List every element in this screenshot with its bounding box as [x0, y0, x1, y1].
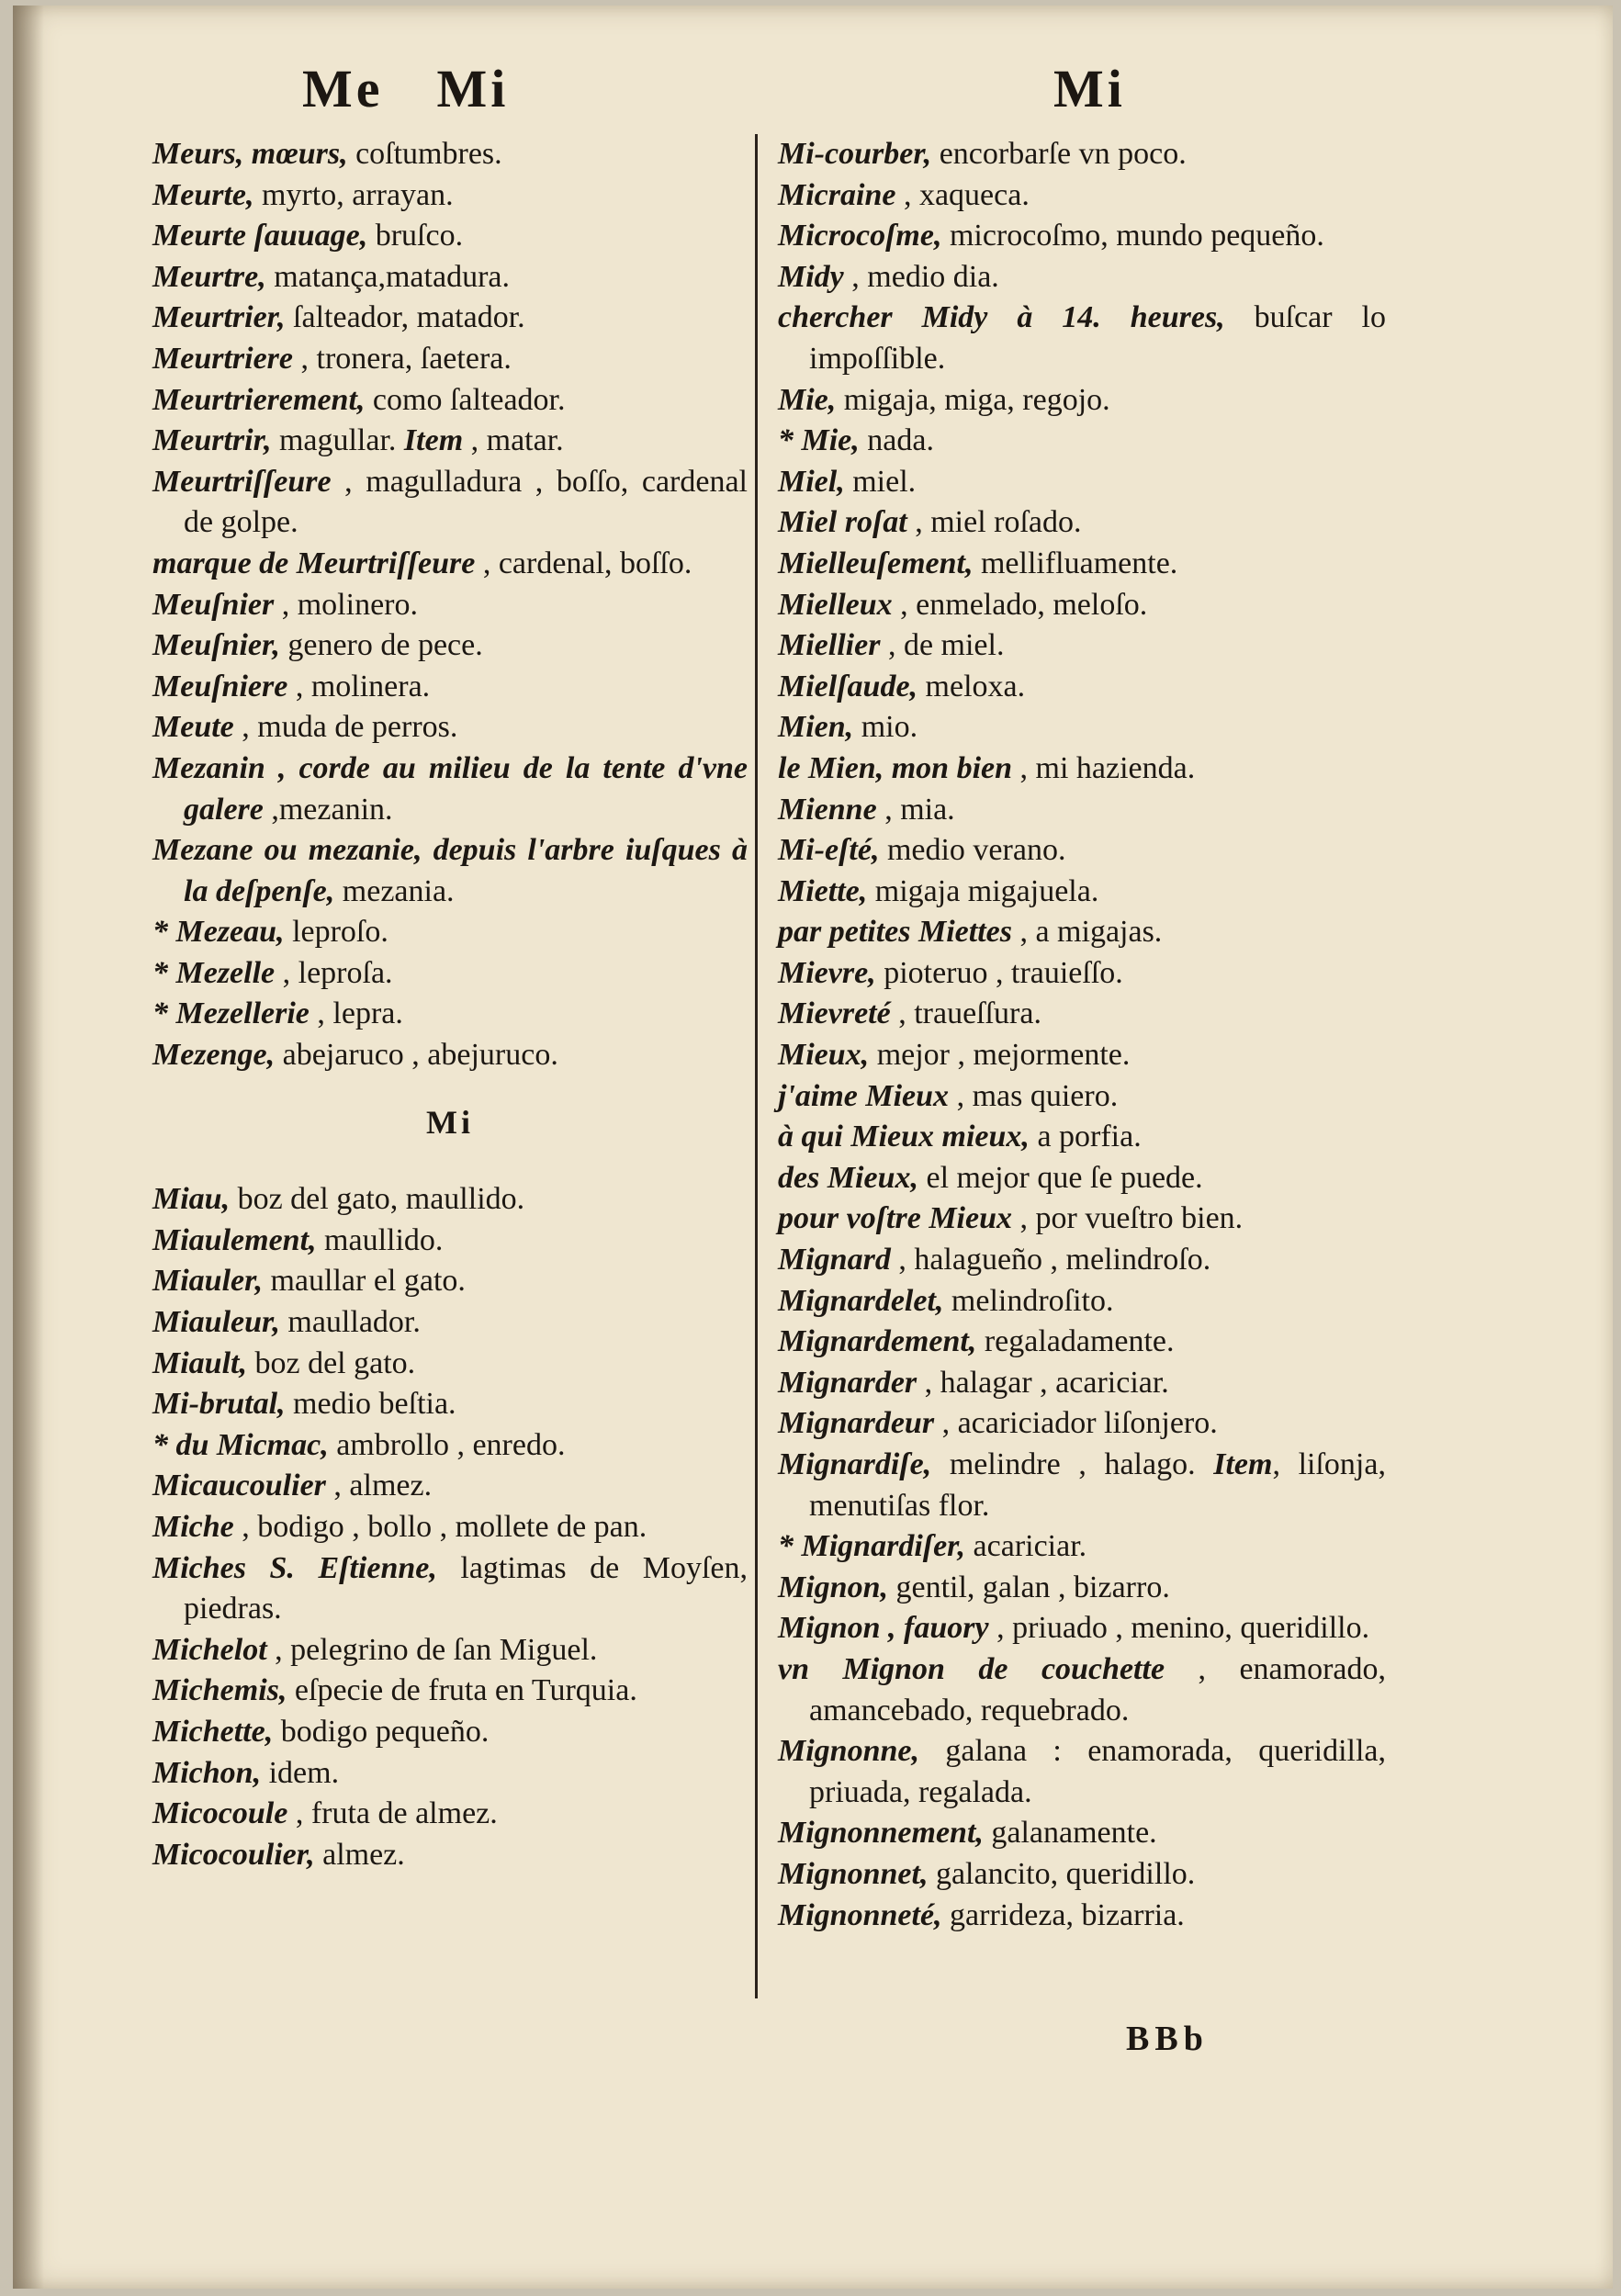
running-head-me: Me — [302, 59, 384, 118]
entry-definition: eſpecie de fruta en Turquia. — [287, 1673, 637, 1708]
entry-definition: nada. — [859, 423, 934, 458]
entry-definition: galana : enamorada, queridilla, priuada, regalada. — [809, 1734, 1386, 1809]
entry-definition: bruſco. — [367, 219, 464, 253]
entry-headword: Mienne — [778, 792, 877, 827]
entry-headword: Meurtriere — [152, 341, 293, 376]
dictionary-entry — [152, 625, 748, 667]
dictionary-entry — [778, 175, 1386, 217]
dictionary-entry — [152, 544, 748, 585]
dictionary-entry — [152, 994, 748, 1035]
entry-definition: , mas quiero. — [949, 1078, 1119, 1113]
dictionary-entry — [778, 872, 1386, 913]
dictionary-entry — [778, 380, 1386, 422]
entry-definition: , bodigo , bollo , mollete de pan. — [233, 1510, 647, 1544]
entry-headword: Mielleuſement, — [778, 546, 974, 580]
dictionary-entry — [778, 953, 1386, 995]
entry-definition: encorbarſe vn poco. — [931, 137, 1187, 171]
entry-headword: par petites Miettes — [778, 915, 1012, 950]
entry-definition: migaja, miga, regojo. — [836, 382, 1110, 417]
entry-definition: mezania. — [334, 873, 455, 908]
dictionary-entry — [152, 830, 748, 912]
dictionary-entry — [778, 216, 1386, 257]
entry-headword: Micocoulier, — [152, 1837, 315, 1872]
dictionary-entry — [152, 1507, 748, 1548]
entry-definition: , mi hazienda. — [1012, 750, 1196, 785]
dictionary-entry — [152, 1548, 748, 1630]
dictionary-entry — [152, 1753, 748, 1795]
dictionary-entry — [778, 1608, 1386, 1649]
dictionary-entry — [152, 1712, 748, 1753]
signature-mark: BBb — [1126, 2020, 1209, 2058]
dictionary-entry — [778, 994, 1386, 1035]
entry-headword: * Mignardiſer, — [778, 1529, 966, 1564]
entry-definition: gentil, galan , bizarro. — [888, 1570, 1170, 1604]
dictionary-entry — [152, 1035, 748, 1076]
dictionary-entry — [778, 1896, 1386, 1937]
dictionary-entry — [152, 1794, 748, 1835]
dictionary-entry — [778, 1731, 1386, 1813]
book-page — [13, 6, 1613, 2289]
dictionary-entry — [152, 134, 748, 175]
entry-definition: regaladamente. — [976, 1324, 1175, 1359]
dictionary-entry — [152, 1835, 748, 1876]
entry-definition: , lepra. — [309, 996, 403, 1031]
entry-definition: myrto, arrayan. — [253, 177, 454, 212]
entry-headword: marque de Meurtriſſeure — [152, 546, 476, 580]
entry-definition: medio verano. — [879, 833, 1066, 868]
dictionary-entry — [778, 748, 1386, 790]
entry-headword: Miellier — [778, 628, 881, 663]
entry-headword: pour voſtre Mieux — [778, 1201, 1012, 1236]
entry-headword: Meuſnier, — [152, 628, 280, 663]
gutter-shadow — [13, 6, 44, 2289]
entry-definition: mellifluamente. — [973, 546, 1178, 580]
entry-definition: , priuado , menino, queridillo. — [988, 1611, 1370, 1646]
dictionary-entry — [152, 1630, 748, 1671]
entry-headword: Meurte, — [152, 177, 254, 212]
entry-headword: Mien, — [778, 710, 854, 745]
entry-definition: galancito, queridillo. — [928, 1856, 1196, 1891]
dictionary-entry — [152, 1221, 748, 1262]
entry-headword: * Mezellerie — [152, 996, 310, 1031]
entry-definition: , halagueño , melindroſo. — [890, 1243, 1211, 1277]
entry-headword: Mezanin , corde au milieu de la tente d'vne galere — [152, 750, 748, 827]
entry-headword: Miaulement, — [152, 1222, 317, 1257]
entry-definition: , pelegrino de ſan Miguel. — [266, 1632, 598, 1667]
dictionary-entry — [778, 1568, 1386, 1609]
entry-headword: Meuſnier — [152, 587, 275, 622]
entry-definition: , miel roſado. — [906, 505, 1082, 540]
section-heading: Mi — [426, 1103, 474, 1141]
running-head-left — [302, 59, 562, 118]
dictionary-entry — [778, 257, 1386, 298]
entry-definition: , almez. — [325, 1469, 433, 1503]
entry-headword: Mievreté — [778, 996, 891, 1031]
dictionary-entry — [778, 1322, 1386, 1363]
entry-headword: Miel, — [778, 464, 845, 499]
entry-definition: , medio dia. — [843, 259, 999, 294]
entry-definition: a porfia. — [1029, 1120, 1142, 1154]
dictionary-entry — [152, 1671, 748, 1712]
entry-headword: à qui Mieux mieux, — [778, 1120, 1030, 1154]
dictionary-entry — [152, 748, 748, 830]
dictionary-entry — [778, 1813, 1386, 1854]
entry-headword: Mignonnet, — [778, 1856, 929, 1891]
entry-headword: Michette, — [152, 1714, 274, 1749]
entry-headword: * Mie, — [778, 423, 860, 458]
entry-headword: Mievre, — [778, 955, 876, 990]
entry-headword: Mignonneté, — [778, 1897, 942, 1932]
entry-headword: Mezane ou mezanie, depuis l'arbre iuſques à la deſpenſe, — [152, 833, 748, 908]
entry-definition-continued: , liſonja, menutiſas flor. — [809, 1447, 1386, 1523]
entry-definition: maullador. — [279, 1305, 421, 1340]
dictionary-entry — [152, 175, 748, 217]
entry-definition: garrideza, bizarria. — [941, 1897, 1185, 1932]
entry-headword: Meurte ſauuage, — [152, 219, 368, 253]
entry-headword: * du Micmac, — [152, 1427, 329, 1462]
dictionary-entry — [152, 462, 748, 544]
entry-headword: Miault, — [152, 1345, 247, 1380]
entry-definition: idem. — [261, 1755, 340, 1790]
entry-definition: boz del gato, maullido. — [230, 1182, 525, 1217]
entry-definition: genero de pece. — [279, 628, 483, 663]
dictionary-entry — [152, 667, 748, 708]
entry-definition: , fruta de almez. — [287, 1796, 498, 1831]
entry-definition: galanamente. — [983, 1816, 1157, 1851]
entry-definition: matança,matadura. — [265, 259, 510, 294]
dictionary-entry — [152, 257, 748, 298]
entry-definition: ſalteador, matador. — [285, 300, 525, 335]
dictionary-entry — [152, 1302, 748, 1344]
entry-definition: , cardenal, boſſo. — [475, 546, 692, 580]
dictionary-entry — [778, 502, 1386, 544]
entry-headword: Mie, — [778, 382, 837, 417]
entry-definition: almez. — [314, 1837, 405, 1872]
entry-definition: coſtumbres. — [347, 137, 502, 171]
dictionary-entry — [152, 1425, 748, 1467]
dictionary-entry — [152, 1466, 748, 1507]
entry-definition: , xaqueca. — [895, 177, 1030, 212]
entry-definition: migaja migajuela. — [867, 873, 1099, 908]
entry-secondary-term: Item — [1213, 1447, 1273, 1481]
entry-headword: Mignon , fauory — [778, 1611, 989, 1646]
dictionary-entry — [778, 790, 1386, 831]
entry-definition: pioteruo , trauieſſo. — [875, 955, 1123, 990]
dictionary-entry — [152, 1261, 748, 1302]
entry-definition: ,mezanin. — [263, 792, 393, 827]
entry-headword: Mignonne, — [778, 1734, 919, 1769]
entry-headword: le Mien, mon bien — [778, 750, 1013, 785]
entry-headword: vn Mignon de couchette — [778, 1651, 1165, 1686]
entry-headword: Miche — [152, 1510, 234, 1544]
dictionary-entry — [778, 421, 1386, 462]
entry-headword: Mignardeur — [778, 1406, 935, 1441]
entry-definition: como ſalteador. — [365, 382, 566, 417]
entry-headword: Miches S. Eſtienne, — [152, 1550, 437, 1585]
entry-headword: Meurtrierement, — [152, 382, 366, 417]
entry-headword: Micaucoulier — [152, 1469, 326, 1503]
dictionary-entry — [778, 1240, 1386, 1281]
entry-headword: Mezenge, — [152, 1038, 276, 1073]
entry-definition: , magulladura , boſſo, cardenal de golpe. — [184, 464, 748, 540]
right-column — [778, 134, 1386, 1936]
dictionary-entry — [152, 1344, 748, 1385]
dictionary-entry — [152, 216, 748, 257]
dictionary-entry — [778, 1854, 1386, 1896]
entry-headword: Michon, — [152, 1755, 262, 1790]
entry-definition: , por vueſtro bien. — [1012, 1201, 1244, 1236]
dictionary-entry — [152, 298, 748, 339]
dictionary-entry — [152, 380, 748, 422]
entry-headword: chercher Midy à 14. heures, — [778, 300, 1225, 335]
entry-definition: miel. — [844, 464, 917, 499]
entry-headword: des Mieux, — [778, 1160, 918, 1195]
dictionary-entry — [778, 912, 1386, 953]
dictionary-entry — [152, 912, 748, 953]
dictionary-entry — [778, 1445, 1386, 1526]
entry-definition: maullar el gato. — [262, 1264, 466, 1299]
entry-headword: Michelot — [152, 1632, 267, 1667]
entry-headword: Meute — [152, 710, 234, 745]
entry-headword: Meuſniere — [152, 669, 288, 703]
dictionary-entry — [152, 1384, 748, 1425]
entry-definition: , enmelado, meloſo. — [892, 587, 1148, 622]
dictionary-entry — [778, 1281, 1386, 1322]
entry-definition: boz del gato. — [246, 1345, 416, 1380]
entry-definition: , muda de perros. — [233, 710, 458, 745]
entry-definition: melindroſito. — [943, 1283, 1114, 1318]
left-column — [152, 134, 748, 1875]
entry-definition: medio beſtia. — [285, 1387, 456, 1422]
entry-headword: Meurtre, — [152, 259, 266, 294]
dictionary-entry — [778, 1199, 1386, 1240]
entry-headword: Mielſaude, — [778, 669, 918, 703]
dictionary-entry — [778, 1363, 1386, 1404]
dictionary-entry — [778, 707, 1386, 748]
entry-headword: Miette, — [778, 873, 868, 908]
entry-headword: Mielleux — [778, 587, 893, 622]
entry-headword: Mieux, — [778, 1038, 870, 1073]
entry-definition-continued: , matar. — [463, 423, 564, 458]
entry-headword: Mignardement, — [778, 1324, 977, 1359]
column-divider — [755, 134, 758, 1998]
entry-definition: maullido. — [316, 1222, 444, 1257]
entry-definition: mio. — [853, 710, 918, 745]
entry-definition: magullar. — [271, 423, 404, 458]
dictionary-entry — [152, 585, 748, 626]
entry-definition: lagtimas de Moyſen, piedras. — [184, 1550, 748, 1626]
entry-definition: melindre , halago. — [931, 1447, 1214, 1481]
dictionary-entry — [152, 707, 748, 748]
entry-headword: Meurtrir, — [152, 423, 272, 458]
entry-headword: Miel roſat — [778, 505, 907, 540]
entry-headword: Mignarder — [778, 1365, 917, 1400]
entry-headword: Miauler, — [152, 1264, 263, 1299]
entry-definition: abejaruco , abejuruco. — [275, 1038, 558, 1073]
entry-headword: Mignon, — [778, 1570, 888, 1604]
entry-definition: , de miel. — [880, 628, 1005, 663]
entry-definition: bodigo pequeño. — [273, 1714, 490, 1749]
entry-definition: ambrollo , enredo. — [328, 1427, 566, 1462]
entry-headword: Mi-courber, — [778, 137, 932, 171]
entry-definition: microcoſmo, mundo pequeño. — [941, 219, 1324, 253]
entry-definition: , enamorado, amancebado, requebrado. — [809, 1651, 1386, 1728]
entry-headword: Miau, — [152, 1182, 231, 1217]
entry-headword: Microcoſme, — [778, 219, 942, 253]
entry-headword: Meurs, mœurs, — [152, 137, 348, 171]
entry-definition: , a migajas. — [1011, 915, 1163, 950]
entry-definition: , leproſa. — [275, 955, 393, 990]
dictionary-entry — [778, 1649, 1386, 1731]
dictionary-entry — [778, 1035, 1386, 1076]
dictionary-entry — [778, 585, 1386, 626]
entry-headword: * Mezeau, — [152, 915, 285, 950]
entry-headword: * Mezelle — [152, 955, 276, 990]
entry-headword: Miauleur, — [152, 1305, 280, 1340]
dictionary-entry — [778, 134, 1386, 175]
entry-definition: , tronera, ſaetera. — [293, 341, 512, 376]
dictionary-entry — [778, 462, 1386, 503]
dictionary-entry — [778, 1158, 1386, 1199]
entry-headword: Mignardelet, — [778, 1283, 944, 1318]
dictionary-entry — [778, 1076, 1386, 1118]
running-head-right: Mi — [1053, 59, 1126, 118]
entry-headword: Mignardiſe, — [778, 1447, 932, 1481]
running-head-mi-left: Mi — [436, 59, 510, 118]
entry-headword: Meurtrier, — [152, 300, 286, 335]
dictionary-entry — [778, 625, 1386, 667]
entry-headword: Mi-eſté, — [778, 833, 880, 868]
dictionary-entry — [778, 1117, 1386, 1158]
entry-headword: j'aime Mieux — [778, 1078, 950, 1113]
entry-headword: Micocoule — [152, 1796, 288, 1831]
dictionary-entry — [152, 1179, 748, 1221]
dictionary-entry — [152, 953, 748, 995]
entry-headword: Mignard — [778, 1243, 891, 1277]
entry-secondary-term: Item — [403, 423, 464, 458]
entry-definition: leproſo. — [284, 915, 388, 950]
entry-definition: mejor , mejormente. — [869, 1038, 1131, 1073]
entry-definition: , mia. — [876, 792, 955, 827]
entry-headword: Mi-brutal, — [152, 1387, 286, 1422]
entry-definition: el mejor que ſe puede. — [918, 1160, 1203, 1195]
entry-headword: Midy — [778, 259, 844, 294]
entry-definition: meloxa. — [917, 669, 1026, 703]
entry-definition: acariciar. — [965, 1529, 1087, 1564]
entry-definition: , molinera. — [287, 669, 431, 703]
entry-headword: Michemis, — [152, 1673, 287, 1708]
entry-headword: Mignonnement, — [778, 1816, 984, 1851]
dictionary-entry — [778, 667, 1386, 708]
entry-definition: , molinero. — [274, 587, 418, 622]
dictionary-entry — [778, 830, 1386, 872]
dictionary-entry — [778, 1526, 1386, 1568]
entry-definition: , acariciador liſonjero. — [934, 1406, 1218, 1441]
entry-headword: Meurtriſſeure — [152, 464, 332, 499]
dictionary-entry — [778, 298, 1386, 379]
entry-definition: , traueſſura. — [890, 996, 1041, 1031]
dictionary-entry — [778, 1403, 1386, 1445]
entry-definition: , halagar , acariciar. — [917, 1365, 1169, 1400]
entry-definition: buſcar lo impoſſible. — [809, 300, 1386, 376]
dictionary-entry — [778, 544, 1386, 585]
dictionary-entry — [152, 339, 748, 380]
dictionary-entry — [152, 421, 748, 462]
entry-headword: Micraine — [778, 177, 896, 212]
